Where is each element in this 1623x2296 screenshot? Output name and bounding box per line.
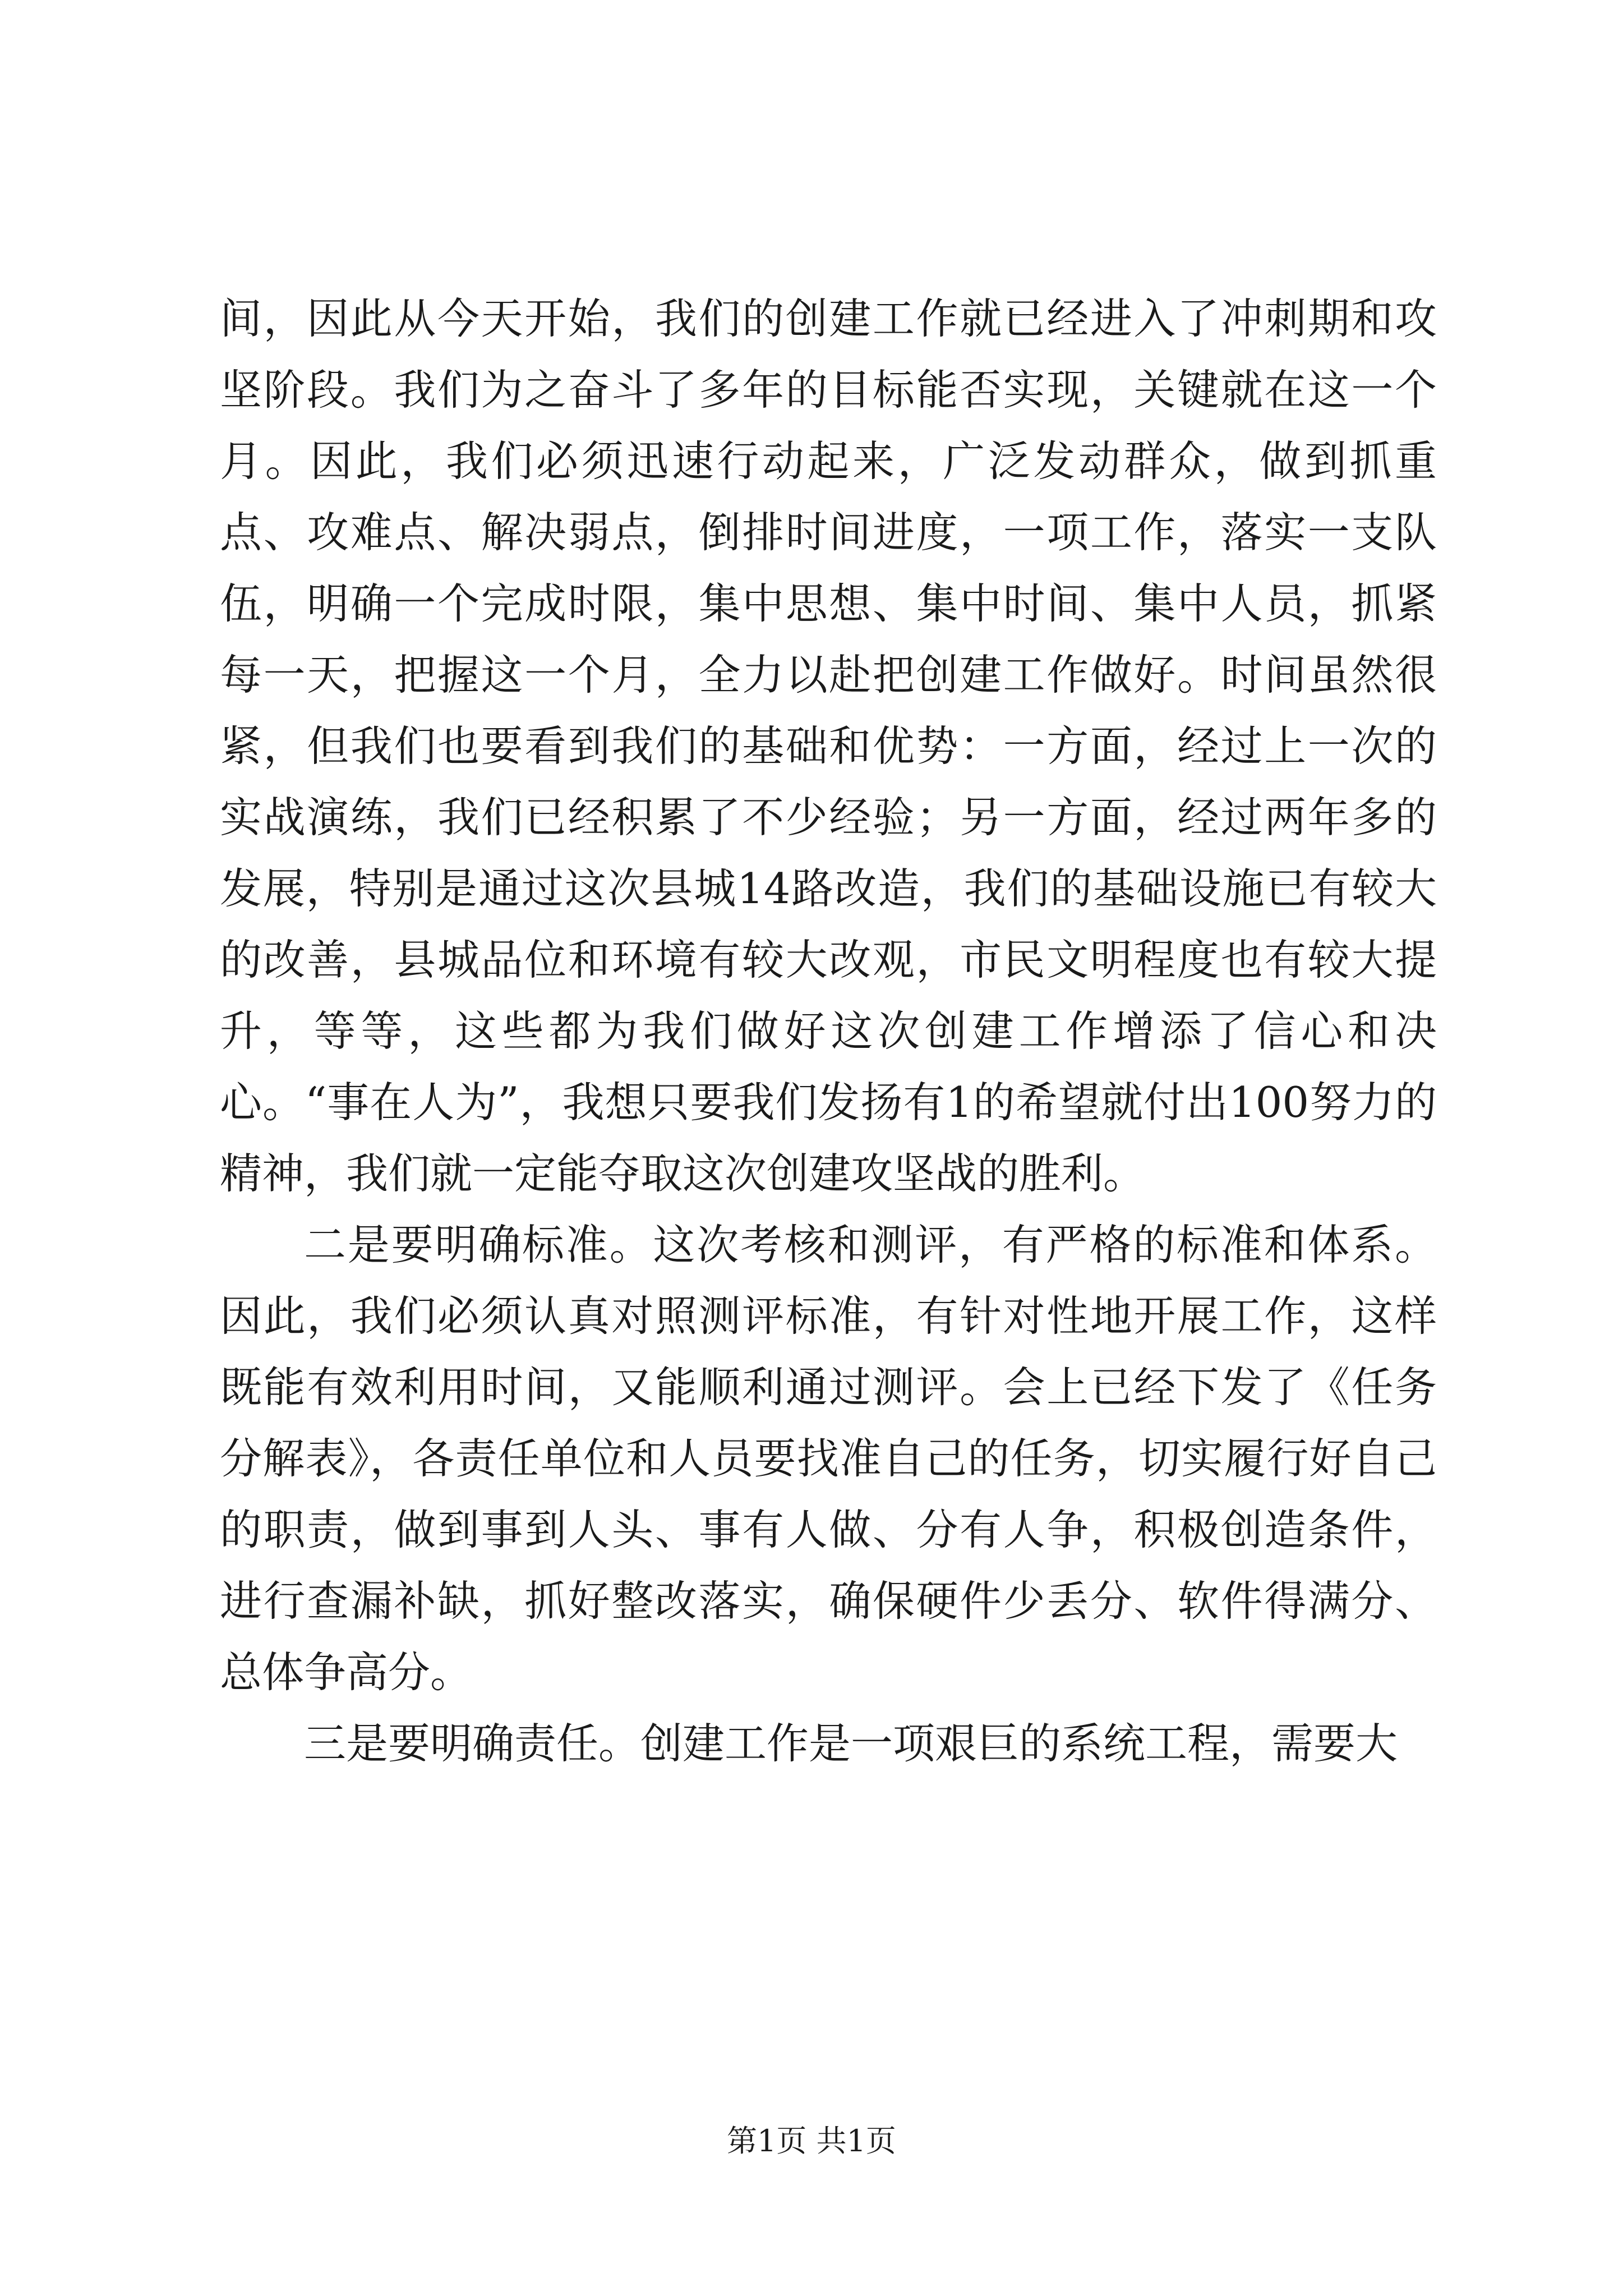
paragraph-standards: 二是要明确标准。这次考核和测评，有严格的标准和体系。因此，我们必须认真对照测评标准，有针对性地开展工作，这样既能有效利用时间，又能顺利通过测评。会上已经下发了《任务分解表》，各责任单位和人员要找准自己的任务，切实履行好自己的职责，做到事到人头、事有人做、分有人争，积极创造条件，进行查漏补缺，抓好整改落实，确保硬件少丢分、软件得满分、总体争高分。 (220, 1220, 1437, 1697)
paragraph-continuation: 间，因此从今天开始，我们的创建工作就已经进入了冲刺期和攻坚阶段。我们为之奋斗了多年的目标能否实现，关键就在这一个月。因此，我们必须迅速行动起来，广泛发动群众，做到抓重点、攻难点、解决弱点，倒排时间进度，一项工作，落实一支队伍，明确一个完成时限，集中思想、集中时间、集中人员，抓紧每一天，把握这一个月，全力以赴把创建工作做好。时间虽然很紧，但我们也要看到我们的基础和优势：一方面，经过上一次的实战演练，我们已经积累了不少经验；另一方面，经过两年多的发展，特别是通过这次县城14路改造，我们的基础设施已有较大的改善，县城品位和环境有较大改观，市民文明程度也有较大提升，等等，这些都为我们做好这次创建工作增添了信心和决心。“事在人为”，我想只要我们发扬有1的希望就付出100努力的精神，我们就一定能夺取这次创建攻坚战的胜利。 (220, 294, 1437, 1198)
page-footer: 第1页 共1页 (727, 2123, 896, 2159)
paragraph-responsibility: 三是要明确责任。创建工作是一项艰巨的系统工程，需要大 (304, 1719, 1398, 1768)
document-body (220, 283, 1437, 1779)
